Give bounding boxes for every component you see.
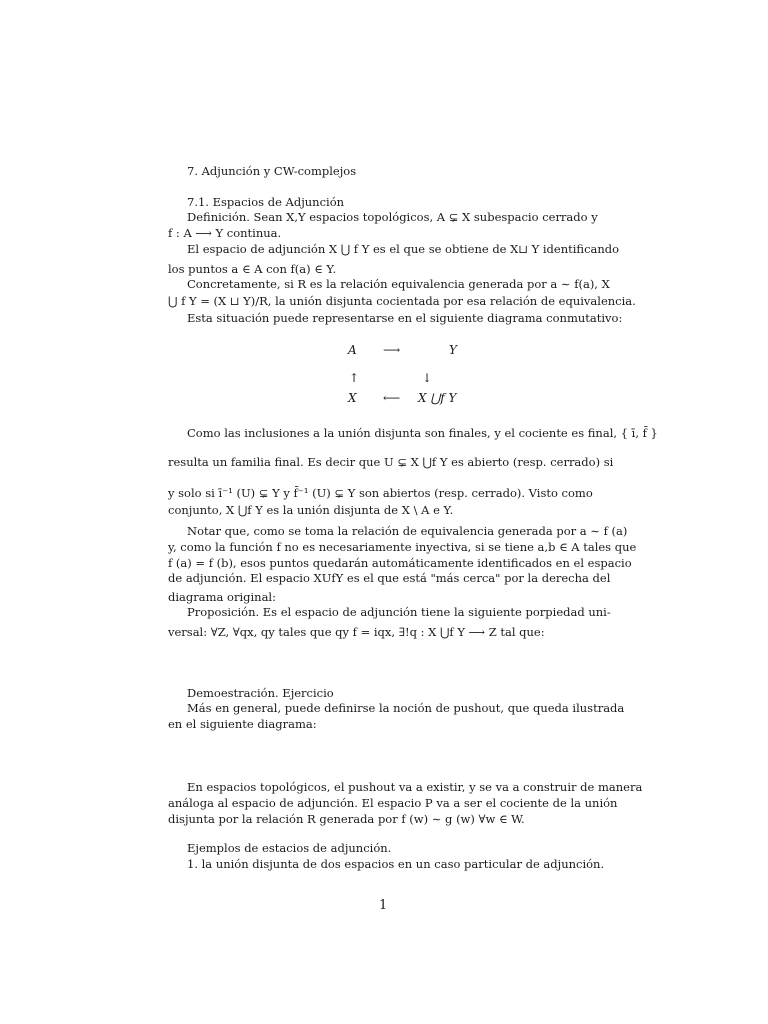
subsection-heading: 7.1. Espacios de Adjunción bbox=[187, 195, 345, 209]
text-line: conjunto, X ⋃f Y es la unión disjunta de X \ A e Y. bbox=[168, 503, 454, 517]
text-line: en el siguiente diagrama: bbox=[168, 717, 317, 731]
diagram-node-x: X bbox=[348, 391, 357, 405]
diagram-arrow-right: ↓ bbox=[422, 371, 433, 385]
text-line: Notar que, como se toma la relación de equivalencia generada por a ∼ f (a) bbox=[187, 524, 628, 538]
text-line: diagrama original: bbox=[168, 590, 276, 604]
diagram-node-y: Y bbox=[449, 343, 457, 357]
text-line: de adjunción. El espacio XUfY es el que está "más cerca" por la derecha del bbox=[168, 571, 611, 585]
diagram-arrow-left: ↑ bbox=[349, 371, 360, 385]
text-line: y solo si ī⁻¹ (U) ⊊ Y y f̄⁻¹ (U) ⊊ Y son abiertos (resp. cerrado). Visto como bbox=[168, 486, 593, 500]
text-line: Esta situación puede representarse en el siguiente diagrama conmutativo: bbox=[187, 311, 623, 325]
text-line: Ejemplos de estacios de adjunción. bbox=[187, 841, 392, 855]
text-line: Como las inclusiones a la unión disjunta son finales, y el cociente es final, { ī, f̄ } bbox=[187, 426, 658, 440]
text-line: El espacio de adjunción X ⋃ f Y es el que se obtiene de X⊔ Y identificando bbox=[187, 242, 620, 256]
section-heading: 7. Adjunción y CW-complejos bbox=[187, 164, 357, 178]
text-line: Más en general, puede definirse la noción de pushout, que queda ilustrada bbox=[187, 701, 625, 715]
text-line: resulta un familia final. Es decir que U ⊊ X ⋃f Y es abierto (resp. cerrado) si bbox=[168, 455, 614, 469]
text-line: En espacios topológicos, el pushout va a existir, y se va a construir de manera bbox=[187, 780, 643, 794]
text-line: Concretamente, si R es la relación equivalencia generada por a ∼ f(a), X bbox=[187, 277, 610, 291]
diagram-arrow-bottom: ⟵ bbox=[383, 391, 401, 405]
text-line: versal: ∀Z, ∀qx, qy tales que qy f = iqx, ∃!q : X ⋃f Y ⟶ Z tal que: bbox=[168, 625, 545, 639]
text-line: f : A ⟶ Y continua. bbox=[168, 226, 282, 240]
diagram-node-a: A bbox=[348, 343, 357, 357]
text-line: disjunta por la relación R generada por f (w) ∼ g (w) ∀w ∈ W. bbox=[168, 812, 525, 826]
page-number: 1 bbox=[379, 898, 388, 913]
text-line: Definición. Sean X,Y espacios topológicos, A ⊊ X subespacio cerrado y bbox=[187, 210, 598, 224]
text-line: y, como la función f no es necesariamente inyectiva, si se tiene a,b ∈ A tales que bbox=[168, 540, 637, 554]
text-line: f (a) = f (b), esos puntos quedarán automáticamente identificados en el espacio bbox=[168, 556, 632, 570]
text-line: Proposición. Es el espacio de adjunción tiene la siguiente porpiedad uni- bbox=[187, 605, 611, 619]
text-line: los puntos a ∈ A con f(a) ∈ Y. bbox=[168, 262, 337, 276]
diagram-node-adjunction: X ⋃f Y bbox=[418, 391, 457, 405]
text-line: ⋃ f Y = (X ⊔ Y)/R, la unión disjunta cocientada por esa relación de equivalencia. bbox=[168, 294, 636, 308]
text-line: Demoestración. Ejercicio bbox=[187, 686, 334, 700]
diagram-arrow-top: ⟶ bbox=[383, 343, 401, 357]
text-line: 1. la unión disjunta de dos espacios en un caso particular de adjunción. bbox=[187, 857, 605, 871]
text-line: análoga al espacio de adjunción. El espacio P va a ser el cociente de la unión bbox=[168, 796, 618, 810]
